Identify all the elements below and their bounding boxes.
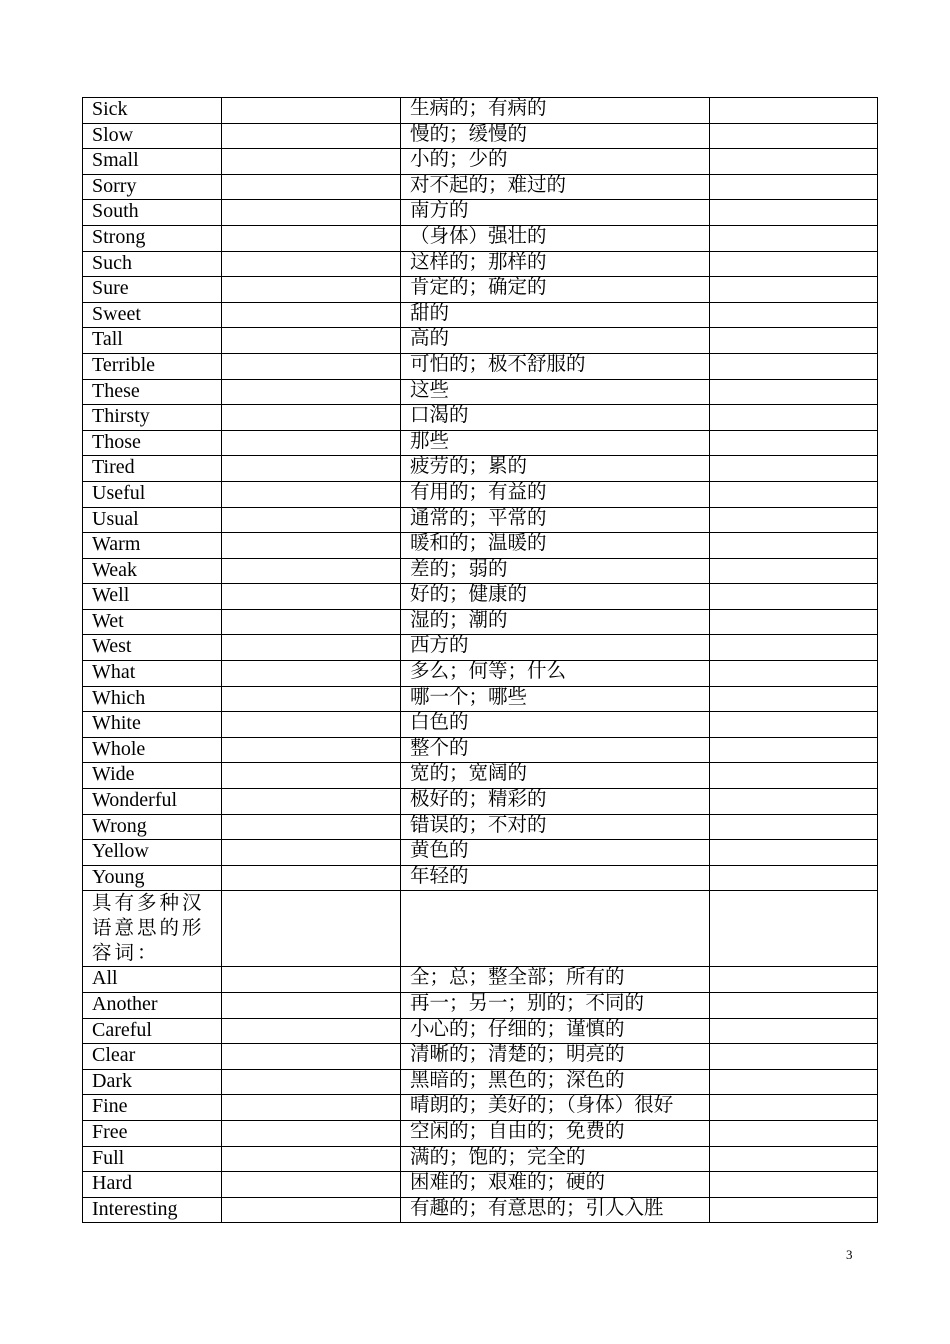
chinese-meaning: 甜的 bbox=[401, 302, 710, 328]
chinese-meaning: 疲劳的；累的 bbox=[401, 456, 710, 482]
chinese-meaning: 通常的；平常的 bbox=[401, 507, 710, 533]
table-row bbox=[83, 1018, 878, 1044]
empty-cell bbox=[710, 1044, 878, 1070]
chinese-meaning: 肯定的；确定的 bbox=[401, 277, 710, 303]
empty-cell bbox=[710, 533, 878, 559]
english-word: South bbox=[83, 200, 222, 226]
english-word: What bbox=[83, 661, 222, 687]
english-word: Full bbox=[83, 1146, 222, 1172]
table-row bbox=[83, 98, 878, 124]
english-word: Wet bbox=[83, 609, 222, 635]
empty-cell bbox=[710, 584, 878, 610]
chinese-meaning: 整个的 bbox=[401, 737, 710, 763]
english-word: Sick bbox=[83, 98, 222, 124]
table-row bbox=[83, 251, 878, 277]
chinese-meaning: 湿的；潮的 bbox=[401, 609, 710, 635]
table-row bbox=[83, 1197, 878, 1223]
table-row bbox=[83, 149, 878, 175]
page-number: 3 bbox=[846, 1247, 853, 1262]
empty-cell bbox=[222, 174, 401, 200]
table-row bbox=[83, 1095, 878, 1121]
chinese-meaning: 黑暗的；黑色的；深色的 bbox=[401, 1069, 710, 1095]
empty-cell bbox=[222, 763, 401, 789]
empty-cell bbox=[222, 1146, 401, 1172]
chinese-meaning: 差的；弱的 bbox=[401, 558, 710, 584]
english-word: Strong bbox=[83, 225, 222, 251]
empty-cell bbox=[710, 456, 878, 482]
english-word: Which bbox=[83, 686, 222, 712]
empty-cell bbox=[710, 789, 878, 815]
empty-cell bbox=[710, 686, 878, 712]
english-word: Thirsty bbox=[83, 405, 222, 431]
empty-cell bbox=[401, 891, 710, 967]
chinese-meaning: 哪一个；哪些 bbox=[401, 686, 710, 712]
table-row bbox=[83, 635, 878, 661]
empty-cell bbox=[222, 405, 401, 431]
chinese-meaning: 对不起的；难过的 bbox=[401, 174, 710, 200]
table-row bbox=[83, 405, 878, 431]
english-word: Young bbox=[83, 865, 222, 891]
table-row bbox=[83, 840, 878, 866]
english-word: Tired bbox=[83, 456, 222, 482]
empty-cell bbox=[222, 328, 401, 354]
empty-cell bbox=[710, 1146, 878, 1172]
empty-cell bbox=[710, 558, 878, 584]
empty-cell bbox=[710, 737, 878, 763]
empty-cell bbox=[222, 277, 401, 303]
table-row bbox=[83, 737, 878, 763]
section-heading-row bbox=[83, 891, 878, 967]
english-word: Small bbox=[83, 149, 222, 175]
empty-cell bbox=[222, 1197, 401, 1223]
empty-cell bbox=[710, 149, 878, 175]
empty-cell bbox=[222, 533, 401, 559]
empty-cell bbox=[222, 251, 401, 277]
empty-cell bbox=[710, 225, 878, 251]
english-word: Useful bbox=[83, 481, 222, 507]
table-row bbox=[83, 328, 878, 354]
table-row bbox=[83, 533, 878, 559]
english-word: Well bbox=[83, 584, 222, 610]
table-row bbox=[83, 661, 878, 687]
table-row bbox=[83, 993, 878, 1019]
table-row bbox=[83, 379, 878, 405]
chinese-meaning: 晴朗的；美好的；（身体）很好 bbox=[401, 1095, 710, 1121]
english-word: Hard bbox=[83, 1172, 222, 1198]
section-heading: 具有多种汉语意思的形容词： bbox=[92, 893, 205, 965]
chinese-meaning: 小心的；仔细的；谨慎的 bbox=[401, 1018, 710, 1044]
chinese-meaning: 那些 bbox=[401, 430, 710, 456]
empty-cell bbox=[710, 430, 878, 456]
table-row bbox=[83, 481, 878, 507]
vocabulary-table bbox=[82, 97, 878, 1223]
empty-cell bbox=[710, 200, 878, 226]
chinese-meaning: 宽的；宽阔的 bbox=[401, 763, 710, 789]
empty-cell bbox=[222, 737, 401, 763]
empty-cell bbox=[710, 277, 878, 303]
empty-cell bbox=[710, 609, 878, 635]
empty-cell bbox=[222, 967, 401, 993]
english-word: Sure bbox=[83, 277, 222, 303]
empty-cell bbox=[222, 225, 401, 251]
empty-cell bbox=[710, 507, 878, 533]
empty-cell bbox=[222, 609, 401, 635]
english-word: Another bbox=[83, 993, 222, 1019]
table-row bbox=[83, 558, 878, 584]
table-row bbox=[83, 1069, 878, 1095]
empty-cell bbox=[222, 507, 401, 533]
english-word: West bbox=[83, 635, 222, 661]
english-word: Wide bbox=[83, 763, 222, 789]
empty-cell bbox=[222, 1069, 401, 1095]
chinese-meaning: 白色的 bbox=[401, 712, 710, 738]
chinese-meaning: 多么；何等；什么 bbox=[401, 661, 710, 687]
empty-cell bbox=[222, 865, 401, 891]
empty-cell bbox=[222, 635, 401, 661]
empty-cell bbox=[222, 814, 401, 840]
empty-cell bbox=[710, 405, 878, 431]
chinese-meaning: 这些 bbox=[401, 379, 710, 405]
table-row bbox=[83, 584, 878, 610]
empty-cell bbox=[222, 481, 401, 507]
chinese-meaning: 小的；少的 bbox=[401, 149, 710, 175]
table-row bbox=[83, 712, 878, 738]
empty-cell bbox=[710, 123, 878, 149]
empty-cell bbox=[710, 1095, 878, 1121]
english-word: Whole bbox=[83, 737, 222, 763]
chinese-meaning: 西方的 bbox=[401, 635, 710, 661]
chinese-meaning: 南方的 bbox=[401, 200, 710, 226]
empty-cell bbox=[222, 1172, 401, 1198]
empty-cell bbox=[222, 686, 401, 712]
english-word: Clear bbox=[83, 1044, 222, 1070]
english-word: Slow bbox=[83, 123, 222, 149]
table-row bbox=[83, 302, 878, 328]
english-word: Fine bbox=[83, 1095, 222, 1121]
empty-cell bbox=[710, 379, 878, 405]
table-row bbox=[83, 225, 878, 251]
empty-cell bbox=[222, 891, 401, 967]
english-word: Such bbox=[83, 251, 222, 277]
empty-cell bbox=[222, 661, 401, 687]
empty-cell bbox=[222, 123, 401, 149]
chinese-meaning: 错误的；不对的 bbox=[401, 814, 710, 840]
empty-cell bbox=[710, 1018, 878, 1044]
empty-cell bbox=[710, 1197, 878, 1223]
empty-cell bbox=[222, 712, 401, 738]
empty-cell bbox=[710, 1172, 878, 1198]
chinese-meaning: 这样的；那样的 bbox=[401, 251, 710, 277]
table-row bbox=[83, 1120, 878, 1146]
table-row bbox=[83, 456, 878, 482]
table-row bbox=[83, 814, 878, 840]
empty-cell bbox=[222, 584, 401, 610]
table-row bbox=[83, 1044, 878, 1070]
empty-cell bbox=[710, 98, 878, 124]
empty-cell bbox=[710, 328, 878, 354]
english-word: White bbox=[83, 712, 222, 738]
empty-cell bbox=[222, 379, 401, 405]
chinese-meaning: 口渴的 bbox=[401, 405, 710, 431]
section-heading-cell bbox=[83, 891, 222, 967]
table-row bbox=[83, 865, 878, 891]
chinese-meaning: 清晰的；清楚的；明亮的 bbox=[401, 1044, 710, 1070]
empty-cell bbox=[222, 353, 401, 379]
table-row bbox=[83, 609, 878, 635]
empty-cell bbox=[710, 174, 878, 200]
chinese-meaning: 有趣的；有意思的；引人入胜 bbox=[401, 1197, 710, 1223]
english-word: Weak bbox=[83, 558, 222, 584]
empty-cell bbox=[710, 635, 878, 661]
empty-cell bbox=[222, 149, 401, 175]
table-row bbox=[83, 200, 878, 226]
table-row bbox=[83, 507, 878, 533]
english-word: Careful bbox=[83, 1018, 222, 1044]
empty-cell bbox=[710, 1120, 878, 1146]
table-row bbox=[83, 763, 878, 789]
chinese-meaning: 生病的；有病的 bbox=[401, 98, 710, 124]
table-row bbox=[83, 174, 878, 200]
table-row bbox=[83, 430, 878, 456]
english-word: Terrible bbox=[83, 353, 222, 379]
chinese-meaning: 有用的；有益的 bbox=[401, 481, 710, 507]
english-word: Interesting bbox=[83, 1197, 222, 1223]
empty-cell bbox=[710, 891, 878, 967]
english-word: Sweet bbox=[83, 302, 222, 328]
chinese-meaning: 再一；另一；别的；不同的 bbox=[401, 993, 710, 1019]
table-row bbox=[83, 123, 878, 149]
english-word: Usual bbox=[83, 507, 222, 533]
empty-cell bbox=[222, 98, 401, 124]
chinese-meaning: 暖和的；温暖的 bbox=[401, 533, 710, 559]
table-row bbox=[83, 1146, 878, 1172]
table-row bbox=[83, 686, 878, 712]
empty-cell bbox=[222, 1018, 401, 1044]
empty-cell bbox=[222, 430, 401, 456]
empty-cell bbox=[710, 302, 878, 328]
english-word: Yellow bbox=[83, 840, 222, 866]
empty-cell bbox=[222, 993, 401, 1019]
empty-cell bbox=[222, 1044, 401, 1070]
table-row bbox=[83, 1172, 878, 1198]
chinese-meaning: 空闲的；自由的；免费的 bbox=[401, 1120, 710, 1146]
empty-cell bbox=[710, 712, 878, 738]
english-word: Wonderful bbox=[83, 789, 222, 815]
chinese-meaning: 极好的；精彩的 bbox=[401, 789, 710, 815]
vocabulary-table-body bbox=[83, 98, 878, 1223]
empty-cell bbox=[710, 481, 878, 507]
chinese-meaning: （身体）强壮的 bbox=[401, 225, 710, 251]
chinese-meaning: 高的 bbox=[401, 328, 710, 354]
chinese-meaning: 好的；健康的 bbox=[401, 584, 710, 610]
empty-cell bbox=[222, 558, 401, 584]
chinese-meaning: 年轻的 bbox=[401, 865, 710, 891]
english-word: Warm bbox=[83, 533, 222, 559]
english-word: Sorry bbox=[83, 174, 222, 200]
empty-cell bbox=[710, 967, 878, 993]
english-word: Those bbox=[83, 430, 222, 456]
table-row bbox=[83, 967, 878, 993]
english-word: Tall bbox=[83, 328, 222, 354]
chinese-meaning: 慢的；缓慢的 bbox=[401, 123, 710, 149]
table-row bbox=[83, 277, 878, 303]
empty-cell bbox=[222, 1095, 401, 1121]
chinese-meaning: 黄色的 bbox=[401, 840, 710, 866]
empty-cell bbox=[222, 1120, 401, 1146]
empty-cell bbox=[710, 993, 878, 1019]
empty-cell bbox=[710, 353, 878, 379]
chinese-meaning: 全；总；整全部；所有的 bbox=[401, 967, 710, 993]
chinese-meaning: 可怕的；极不舒服的 bbox=[401, 353, 710, 379]
english-word: These bbox=[83, 379, 222, 405]
english-word: Wrong bbox=[83, 814, 222, 840]
empty-cell bbox=[222, 200, 401, 226]
empty-cell bbox=[710, 661, 878, 687]
empty-cell bbox=[710, 865, 878, 891]
chinese-meaning: 满的；饱的；完全的 bbox=[401, 1146, 710, 1172]
empty-cell bbox=[222, 840, 401, 866]
empty-cell bbox=[710, 814, 878, 840]
empty-cell bbox=[222, 302, 401, 328]
empty-cell bbox=[710, 840, 878, 866]
chinese-meaning: 困难的；艰难的；硬的 bbox=[401, 1172, 710, 1198]
empty-cell bbox=[222, 789, 401, 815]
empty-cell bbox=[710, 251, 878, 277]
english-word: Dark bbox=[83, 1069, 222, 1095]
english-word: All bbox=[83, 967, 222, 993]
empty-cell bbox=[222, 456, 401, 482]
empty-cell bbox=[710, 763, 878, 789]
empty-cell bbox=[710, 1069, 878, 1095]
table-row bbox=[83, 789, 878, 815]
table-row bbox=[83, 353, 878, 379]
english-word: Free bbox=[83, 1120, 222, 1146]
